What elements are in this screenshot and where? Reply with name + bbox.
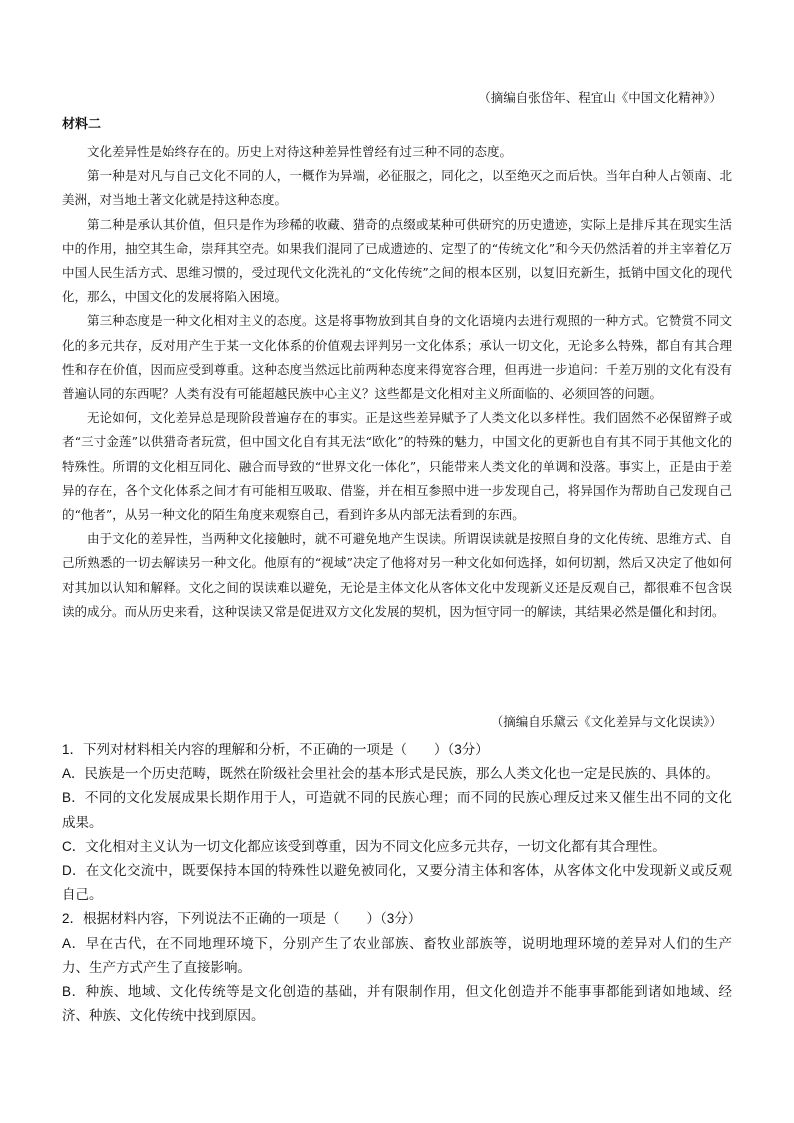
paragraph: 第一种是对凡与自己文化不同的人，一概作为异端，必征服之，同化之，以至绝灭之而后快。当年白种人占领南、北美洲，对当地土著文化就是持这种态度。: [62, 168, 732, 208]
question-1-option-c: C．文化相对主义认为一切文化都应该受到尊重，因为不同文化应多元共存，一切文化都有其合理性。: [62, 838, 666, 854]
question-1-option-a: A．民族是一个历史范畴，既然在阶级社会里社会的基本形式是民族，那么人类文化也一定是民族的、具体的。: [62, 766, 720, 782]
question-1-option-d: D．在文化交流中，既要保持本国的特殊性以避免被同化，又要分清主体和客体，从客体文化中发现新义或反观自己。: [62, 863, 732, 903]
material-body: [62, 140, 732, 624]
paragraph: 文化差异性是始终存在的。历史上对待这种差异性曾经有过三种不同的态度。: [87, 144, 513, 159]
question-2-option-a: A．早在古代，在不同地理环境下，分别产生了农业部族、畜牧业部族等，说明地理环境的差异对人们的生产力、生产方式产生了直接影响。: [62, 935, 732, 975]
source-citation-bottom: （摘编自乐黛云《文化差异与文化误读》）: [490, 714, 722, 729]
paragraph: 第三种态度是一种文化相对主义的态度。这是将事物放到其自身的文化语境内去进行观照的一种方式。它赞赏不同文化的多元共存，反对用产生于某一文化体系的价值观去评判另一文化体系；承认一切文化，无论多么特殊，都自有其合理性和存在价值，因而应受到尊重。这种态度当然远比前两种态度来得宽容合理，但再进一步追问：千差万别的文化有没有普遍认同的东西呢？人类有没有可能超越民族中心主义？这些都是文化相对主义所面临的、必须回答的问题。: [62, 313, 732, 402]
question-1-option-b: B．不同的文化发展成果长期作用于人，可造就不同的民族心理；而不同的民族心理反过来又催生出不同的文化成果。: [62, 790, 732, 830]
questions-section: [62, 738, 732, 1028]
source-citation-top: （摘编自张岱年、程宜山《中国文化精神》）: [478, 90, 722, 105]
paragraph: 由于文化的差异性，当两种文化接触时，就不可避免地产生误读。所谓误读就是按照自身的文化传统、思维方式、自己所熟悉的一切去解读另一种文化。他原有的“视域”决定了他将对另一种文化如何选择，如何切割，然后又决定了他如何对其加以认知和解释。文化之间的误读难以避免，无论是主体文化从客体文化中发现新义还是反观自己，都很难不包含误读的成分。而从历史来看，这种误读又常是促进双方文化发展的契机，因为恒守同一的解读，其结果必然是僵化和封闭。: [62, 531, 732, 619]
question-2-option-b: B．种族、地域、文化传统等是文化创造的基础，并有限制作用，但文化创造并不能事事都能到诸如地域、经济、种族、文化传统中找到原因。: [62, 984, 732, 1024]
paragraph: 无论如何，文化差异总是现阶段普遍存在的事实。正是这些差异赋予了人类文化以多样性。我们固然不必保留辫子或者“三寸金莲”以供猎奇者玩赏，但中国文化自有其无法“欧化”的特殊的魅力，中国文化的更新也自有其不同于其他文化的特殊性。所谓的文化相互同化、融合而导致的“世界文化一体化”，只能带来人类文化的单调和没落。事实上，正是由于差异的存在，各个文化体系之间才有可能相互吸取、借鉴，并在相互参照中进一步发现自己，将异国作为帮助自己发现自己的“他者”，从另一种文化的陌生角度来观察自己，看到许多从内部无法看到的东西。: [62, 410, 732, 523]
question-1-stem: 1．下列对材料相关内容的理解和分析，不正确的一项是（ ）（3分）: [62, 742, 489, 757]
material-title: 材料二: [62, 117, 102, 132]
question-2-stem: 2．根据材料内容，下列说法不正确的一项是（ ）（3分）: [62, 911, 422, 927]
paragraph: 第二种是承认其价值，但只是作为珍稀的收藏、猎奇的点缀或某种可供研究的历史遗迹，实际上是排斥其在现实生活中的作用，抽空其生命，崇拜其空壳。如果我们混同了已成遗迹的、定型了的“传统文化”和今天仍然活着的并主宰着亿万中国人民生活方式、思维习惯的，受过现代文化洗礼的“文化传统”之间的根本区别，以复旧充新生，抵销中国文化的现代化，那么，中国文化的发展将陷入困境。: [62, 216, 732, 305]
